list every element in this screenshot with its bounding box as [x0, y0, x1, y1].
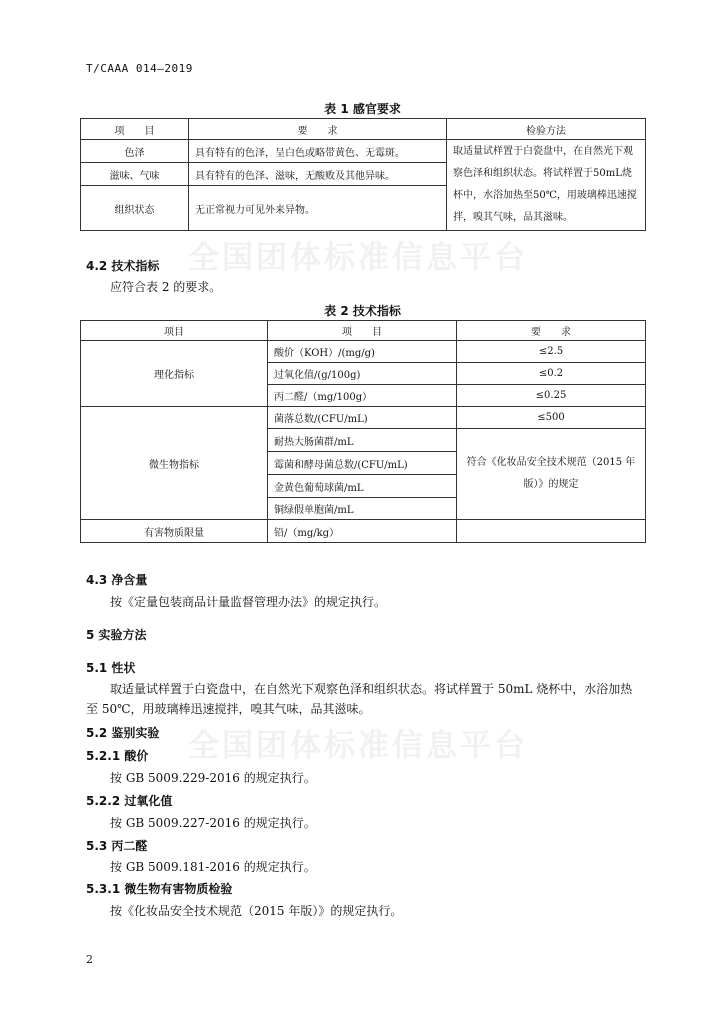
row-item: 铅/（mg/kg）: [268, 520, 457, 543]
section-5-3-1-heading: 5.3.1 微生物有害物质检验: [86, 882, 233, 896]
section-5-3-heading: 5.3 丙二醛: [86, 839, 148, 853]
row-requirement: 具有特有的色泽，呈白色或略带黄色、无霉斑。: [189, 140, 447, 163]
section-5-2-1-heading: 5.2.1 酸价: [86, 749, 149, 763]
section-5-heading: 5 实验方法: [86, 628, 147, 642]
row-requirement: ≤2.5: [457, 341, 646, 363]
technical-indicators-table: [80, 320, 646, 543]
row-item: 酸价（KOH）/(mg/g): [268, 341, 457, 363]
watermark: 全国团体标准信息平台: [188, 240, 528, 276]
section-5-3-1-text: 按《化妆品安全技术规范（2015 年版）》的规定执行。: [110, 904, 403, 918]
table2-caption: 表 2 技术指标: [324, 304, 401, 318]
section-5-2-1-text: 按 GB 5009.229-2016 的规定执行。: [110, 771, 316, 785]
document-id: T/CAAA 014—2019: [86, 62, 193, 75]
section-4-3-heading: 4.3 净含量: [86, 573, 148, 587]
row-item: 菌落总数/(CFU/mL): [268, 407, 457, 429]
row-requirement: 无正常视力可见外来异物。: [189, 186, 447, 231]
header-requirement: 要 求: [189, 119, 447, 140]
row-item: 铜绿假单胞菌/mL: [268, 498, 457, 520]
row-requirement: ≤0.2: [457, 363, 646, 385]
table-header-row: [81, 119, 646, 140]
row-item: 过氧化值/(g/100g): [268, 363, 457, 385]
table-row: [81, 140, 646, 163]
watermark: 全国团体标准信息平台: [188, 728, 528, 764]
header-item: 项 目: [268, 321, 457, 341]
category-harmful-substances: 有害物质限量: [81, 520, 268, 543]
row-item: 金黄色葡萄球菌/mL: [268, 475, 457, 498]
table-row: [81, 407, 646, 429]
section-5-1-heading: 5.1 性状: [86, 661, 136, 675]
section-5-3-text: 按 GB 5009.181-2016 的规定执行。: [110, 860, 316, 874]
section-5-2-heading: 5.2 鉴别实验: [86, 726, 160, 740]
sensory-requirements-table: [80, 118, 646, 231]
category-physicochemical: 理化指标: [81, 341, 268, 407]
table-row: [81, 520, 646, 543]
row-requirement: ≤0.25: [457, 385, 646, 407]
shared-requirement: 符合《化妆品安全技术规范（2015 年版）》的规定: [457, 429, 646, 520]
category-microbiological: 微生物指标: [81, 407, 268, 520]
section-4-2-heading: 4.2 技术指标: [86, 259, 160, 273]
header-category: 项目: [81, 321, 268, 341]
section-5-1-text: 取适量试样置于白瓷盘中，在自然光下观察色泽和组织状态。将试样置于 50mL 烧杯中，水浴加热至 50℃，用玻璃棒迅速搅拌，嗅其气味，品其滋味。: [86, 682, 633, 716]
section-4-3-text: 按《定量包装商品计量监督管理办法》的规定执行。: [110, 595, 387, 609]
row-item: 滋味、气味: [81, 163, 189, 186]
table-header-row: [81, 321, 646, 341]
row-requirement: 具有特有的色泽、滋味，无酸败及其他异味。: [189, 163, 447, 186]
row-requirement: [457, 520, 646, 543]
row-item: 耐热大肠菌群/mL: [268, 429, 457, 452]
table1-caption: 表 1 感官要求: [324, 102, 401, 116]
header-item: 项 目: [81, 119, 189, 140]
row-requirement: ≤500: [457, 407, 646, 429]
row-item: 霉菌和酵母菌总数/(CFU/mL): [268, 452, 457, 475]
row-item: 丙二醛/（mg/100g）: [268, 385, 457, 407]
page-number: 2: [86, 953, 93, 966]
row-method: 取适量试样置于白瓷盘中，在自然光下观察色泽和组织状态。将试样置于50mL烧杯中，水浴加热至50℃，用玻璃棒迅速搅拌，嗅其气味，品其滋味。: [447, 140, 646, 231]
section-5-2-2-heading: 5.2.2 过氧化值: [86, 794, 173, 808]
section-5-2-2-text: 按 GB 5009.227-2016 的规定执行。: [110, 816, 316, 830]
header-method: 检验方法: [447, 119, 646, 140]
header-requirement: 要 求: [457, 321, 646, 341]
section-4-2-text: 应符合表 2 的要求。: [110, 280, 222, 294]
table-row: [81, 341, 646, 363]
row-item: 色泽: [81, 140, 189, 163]
row-item: 组织状态: [81, 186, 189, 231]
